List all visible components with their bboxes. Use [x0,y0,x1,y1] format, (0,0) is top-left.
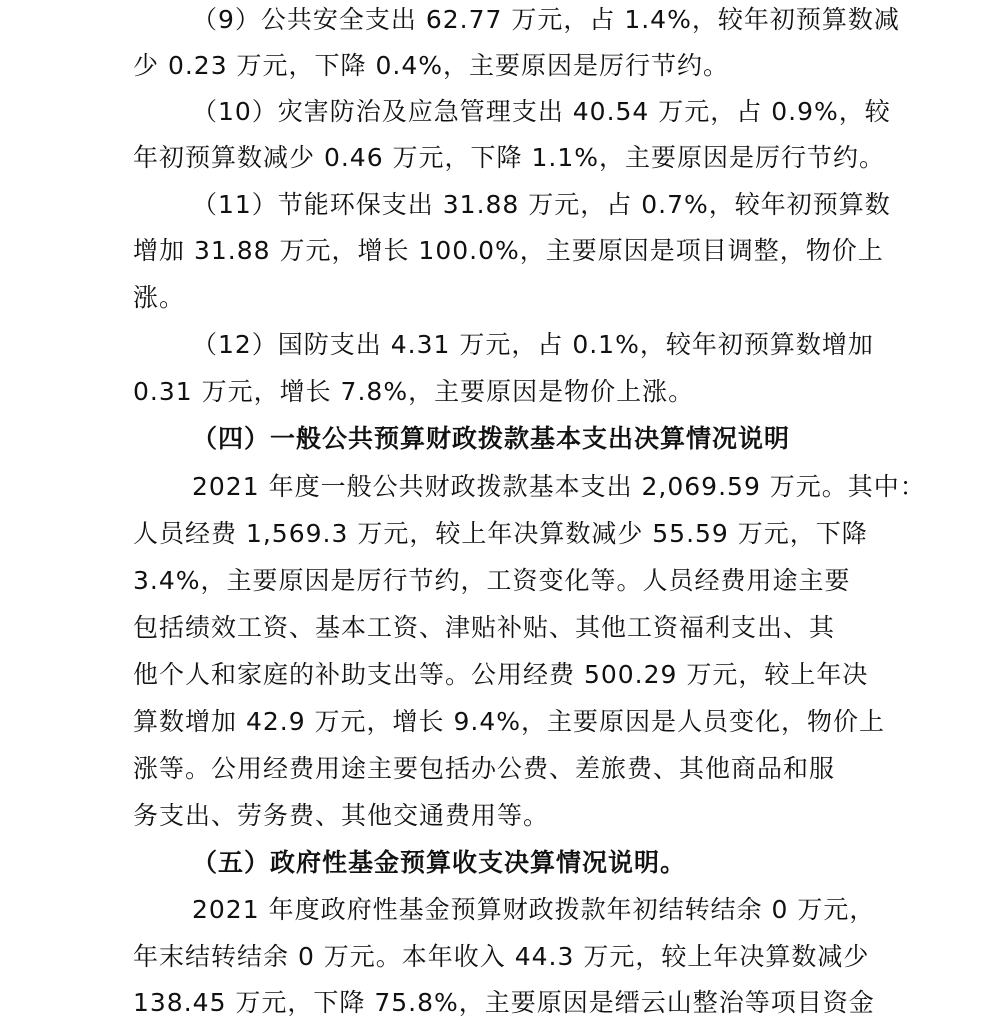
text-line: （12）国防支出 4.31 万元，占 0.1%，较年初预算数增加 [192,330,874,359]
text-line: 算数增加 42.9 万元，增长 9.4%，主要原因是人员变化，物价上 [133,707,886,736]
section-heading: （五）政府性基金预算收支决算情况说明。 [192,848,687,877]
text-line: 人员经费 1,569.3 万元，较上年决算数减少 55.59 万元，下降 [133,519,868,548]
text-line: 少 0.23 万元，下降 0.4%，主要原因是厉行节约。 [133,51,730,80]
text-line: 增加 31.88 万元，增长 100.0%，主要原因是项目调整，物价上 [133,236,884,265]
text-line: （11）节能环保支出 31.88 万元，占 0.7%，较年初预算数 [192,190,891,219]
text-line: 年初预算数减少 0.46 万元，下降 1.1%，主要原因是厉行节约。 [133,143,886,172]
text-line: （10）灾害防治及应急管理支出 40.54 万元，占 0.9%，较 [192,97,891,126]
text-line: 3.4%，主要原因是厉行节约，工资变化等。人员经费用途主要 [133,566,851,595]
text-line: 涨。 [133,283,186,312]
text-line: 2021 年度政府性基金预算财政拨款年初结转结余 0 万元， [192,895,876,924]
text-line: 年末结转结余 0 万元。本年收入 44.3 万元，较上年决算数减少 [133,942,870,971]
text-line: （9）公共安全支出 62.77 万元，占 1.4%，较年初预算数减 [192,5,900,34]
text-line: 138.45 万元，下降 75.8%，主要原因是缙云山整治等项目资金 [133,988,875,1017]
text-line: 2021 年度一般公共财政拨款基本支出 2,069.59 万元。其中： [192,472,926,501]
text-line: 务支出、劳务费、其他交通费用等。 [133,801,550,830]
section-heading: （四）一般公共预算财政拨款基本支出决算情况说明 [192,424,791,453]
text-line: 他个人和家庭的补助支出等。公用经费 500.29 万元，较上年决 [133,660,869,689]
text-line: 涨等。公用经费用途主要包括办公费、差旅费、其他商品和服 [133,754,836,783]
text-line: 0.31 万元，增长 7.8%，主要原因是物价上涨。 [133,377,695,406]
text-line: 包括绩效工资、基本工资、津贴补贴、其他工资福利支出、其 [133,613,836,642]
